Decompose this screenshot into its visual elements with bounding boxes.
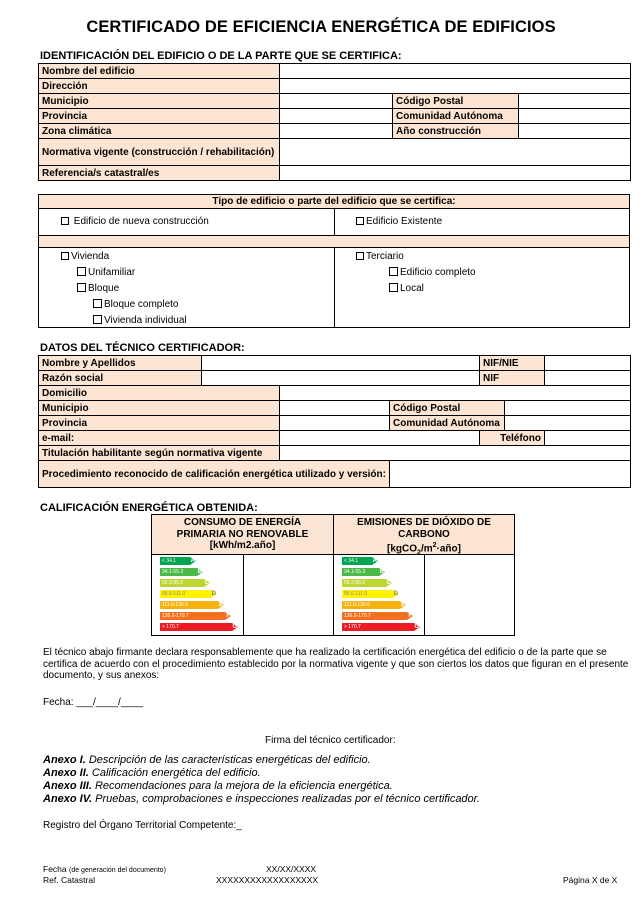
footer-fecha-label: Fecha: [43, 864, 67, 874]
rating-letter: D: [211, 591, 216, 597]
option-label: Bloque completo: [104, 299, 179, 310]
input-comunidad[interactable]: [519, 109, 631, 124]
label-razon-social: Razón social: [39, 371, 202, 386]
consumo-unit: [kWh/m2.año]: [209, 540, 276, 551]
rating-bar-b: [342, 568, 384, 576]
option-edificio-completo[interactable]: [389, 267, 476, 278]
rating-range: 55.3-85.6: [344, 580, 366, 586]
input-normativa[interactable]: [280, 139, 631, 166]
footer-fecha: [43, 864, 166, 874]
checkbox-icon[interactable]: [61, 252, 69, 260]
option-vivienda-individual[interactable]: [93, 315, 187, 326]
rating-bar-e: [342, 601, 405, 609]
label-municipio-tecnico: Municipio: [39, 401, 280, 416]
emisiones-header: [334, 515, 514, 555]
option-label: Bloque: [88, 283, 120, 294]
checkbox-icon[interactable]: [93, 315, 102, 324]
footer-ref-value: XXXXXXXXXXXXXXXXXX: [216, 875, 319, 885]
input-municipio[interactable]: [280, 94, 393, 109]
label-comunidad-tecnico: Comunidad Autónoma: [390, 416, 505, 431]
footer-ref-label: Ref. Catastral: [43, 875, 95, 885]
section-tecnico-heading: DATOS DEL TÉCNICO CERTIFICADOR:: [40, 342, 245, 354]
rating-letter: F: [226, 613, 230, 619]
rating-range: 34.1-55.3: [162, 569, 184, 575]
divider: [334, 247, 335, 328]
rating-letter: C: [204, 580, 209, 586]
input-provincia-tecnico[interactable]: [280, 416, 390, 431]
rating-bar-c: [342, 579, 391, 587]
label-domicilio: Domicilio: [39, 386, 280, 401]
anexos-list: [43, 754, 633, 806]
checkbox-icon[interactable]: [77, 283, 86, 292]
checkbox-icon[interactable]: [389, 283, 398, 292]
rating-letter: B: [197, 569, 202, 575]
input-nombre-apellidos[interactable]: [202, 356, 480, 371]
rating-bar-g: [160, 623, 237, 631]
rating-letter: A: [372, 558, 377, 564]
rating-range: 55.3-85.6: [162, 580, 184, 586]
input-comunidad-tecnico[interactable]: [505, 416, 631, 431]
anexo-item: [43, 793, 633, 806]
option-terciario[interactable]: [356, 251, 404, 262]
rating-letter: C: [386, 580, 391, 586]
unit-sub: 2: [417, 549, 421, 557]
consumo-header: [152, 515, 333, 555]
rating-range: < 34.1: [344, 558, 359, 564]
rating-bar-f: [342, 612, 412, 620]
checkbox-icon[interactable]: [93, 299, 102, 308]
label-telefono: Teléfono: [480, 431, 545, 446]
label-comunidad: Comunidad Autónoma: [393, 109, 519, 124]
unit-sup: 2: [432, 542, 437, 549]
checkbox-icon[interactable]: [61, 217, 69, 225]
divider: [334, 209, 335, 235]
rating-bar-c: [160, 579, 209, 587]
checkbox-icon[interactable]: [356, 217, 364, 225]
rating-bar-a: [342, 557, 377, 565]
option-label: Terciario: [366, 251, 404, 262]
document-title: CERTIFICADO DE EFICIENCIA ENERGÉTICA DE EDIFICIOS: [86, 18, 556, 36]
rating-letter: D: [393, 591, 398, 597]
option-nueva-construccion[interactable]: [61, 216, 209, 227]
input-ano-construccion[interactable]: [519, 124, 631, 139]
rating-range: > 170.7: [344, 624, 361, 630]
rating-bar-d: [160, 590, 216, 598]
rating-range: 111.0-136.6: [162, 602, 188, 608]
tecnico-table: [38, 355, 631, 488]
anexo-text: Pruebas, comprobaciones e inspecciones realizadas por el técnico certificador.: [92, 793, 480, 805]
anexo-item: [43, 767, 633, 780]
checkbox-icon[interactable]: [356, 252, 364, 260]
label-nif-nie: NIF/NIE: [480, 356, 545, 371]
input-nif-nie[interactable]: [545, 356, 631, 371]
input-referencia-catastral[interactable]: [280, 166, 631, 181]
label-email: e-mail:: [39, 431, 280, 446]
label-provincia: Provincia: [39, 109, 280, 124]
label-nif: NIF: [480, 371, 545, 386]
label-direccion: Dirección: [39, 79, 280, 94]
emisiones-title: EMISIONES DE DIÓXIDO DE CARBONO: [357, 517, 491, 540]
option-label: Edificio Existente: [366, 216, 443, 227]
label-procedimiento: Procedimiento reconocido de calificación energética utilizado y versión:: [39, 461, 390, 488]
option-bloque-completo[interactable]: [93, 299, 179, 310]
label-titulacion: Titulación habilitante según normativa vigente: [39, 446, 280, 461]
input-domicilio[interactable]: [280, 386, 631, 401]
option-vivienda[interactable]: [61, 251, 109, 262]
input-razon-social[interactable]: [202, 371, 480, 386]
rating-range: 136.6-170.7: [344, 613, 371, 619]
anexo-label: Anexo II.: [43, 767, 89, 779]
consumo-title: CONSUMO DE ENERGÍA PRIMARIA NO RENOVABLE: [176, 517, 309, 540]
footer-fecha-note: (de generación del documento): [69, 867, 166, 874]
input-provincia[interactable]: [280, 109, 393, 124]
rating-bar-g: [342, 623, 419, 631]
anexo-label: Anexo III.: [43, 780, 92, 792]
rating-range: 85.6-111.0: [344, 591, 368, 597]
consumo-box: [151, 514, 334, 636]
label-nombre-edificio: Nombre del edificio: [39, 64, 280, 79]
rating-letter: G: [414, 624, 419, 630]
input-titulacion[interactable]: [280, 446, 631, 461]
label-municipio: Municipio: [39, 94, 280, 109]
footer-pagina: Página X de X: [563, 875, 618, 885]
option-label: Edificio completo: [400, 267, 476, 278]
option-edificio-existente[interactable]: [356, 216, 442, 227]
input-nombre-edificio[interactable]: [280, 64, 631, 79]
option-label: Vivienda: [71, 251, 110, 262]
declaracion-text: El técnico abajo firmante declara responsablemente que ha realizado la certificación energética del edificio o de la parte que se certifica de acuerdo con el procedimiento establecido por la normativa vigente y que son ciertos los datos que figuran en el presente documento, y sus anexos:: [43, 647, 629, 681]
option-bloque[interactable]: [77, 283, 119, 294]
divider: [243, 555, 244, 635]
firma-label: Firma del técnico certificador:: [265, 735, 396, 746]
input-codigo-postal-tecnico[interactable]: [505, 401, 631, 416]
input-telefono[interactable]: [545, 431, 631, 446]
rating-range: < 34.1: [162, 558, 177, 564]
input-nif[interactable]: [545, 371, 631, 386]
emisiones-box: [333, 514, 515, 636]
unit-part: ·año]: [436, 543, 461, 555]
option-label: Edificio de nueva construcción: [73, 216, 209, 227]
input-direccion[interactable]: [280, 79, 631, 94]
label-zona-climatica: Zona climática: [39, 124, 280, 139]
anexo-item: [43, 780, 633, 793]
input-procedimiento[interactable]: [390, 461, 631, 488]
anexo-label: Anexo I.: [43, 754, 86, 766]
rating-bar-e: [160, 601, 223, 609]
rating-letter: A: [190, 558, 195, 564]
label-referencia-catastral: Referencia/s catastral/es: [39, 166, 280, 181]
rating-letter: B: [379, 569, 384, 575]
input-email[interactable]: [280, 431, 480, 446]
footer-fecha-value: XX/XX/XXXX: [266, 864, 317, 874]
option-local[interactable]: [389, 283, 424, 294]
section-identificacion-heading: IDENTIFICACIÓN DEL EDIFICIO O DE LA PARTE QUE SE CERTIFICA:: [40, 50, 402, 62]
identificacion-table: [38, 63, 631, 181]
label-codigo-postal-tecnico: Código Postal: [390, 401, 505, 416]
anexo-label: Anexo IV.: [43, 793, 93, 805]
tipo-edificio-heading: Tipo de edificio o parte del edificio que se certifica:: [39, 195, 629, 209]
rating-range: 85.6-111.0: [162, 591, 186, 597]
rating-letter: E: [218, 602, 223, 608]
label-ano-construccion: Año construcción: [393, 124, 519, 139]
fecha-field[interactable]: Fecha: ___/____/____: [43, 697, 144, 708]
rating-range: 34.1-55.3: [344, 569, 366, 575]
option-label: Unifamiliar: [88, 267, 136, 278]
option-label: Local: [400, 283, 424, 294]
rating-letter: F: [408, 613, 412, 619]
unit-part: [kgCO: [387, 543, 418, 555]
label-nombre-apellidos: Nombre y Apellidos: [39, 356, 202, 371]
anexo-item: [43, 754, 633, 767]
option-unifamiliar[interactable]: [77, 267, 135, 278]
anexo-text: Calificación energética del edificio.: [88, 767, 261, 779]
label-codigo-postal: Código Postal: [393, 94, 519, 109]
input-municipio-tecnico[interactable]: [280, 401, 390, 416]
unit-part: /m: [420, 543, 433, 555]
rating-letter: E: [400, 602, 405, 608]
label-provincia-tecnico: Provincia: [39, 416, 280, 431]
divider: [424, 555, 425, 635]
anexo-text: Descripción de las características energéticas del edificio.: [85, 754, 371, 766]
rating-range: 111.0-136.6: [344, 602, 370, 608]
anexo-text: Recomendaciones para la mejora de la eficiencia energética.: [91, 780, 393, 792]
registro-text: Registro del Órgano Territorial Competente:_: [43, 820, 242, 831]
option-label: Vivienda individual: [104, 315, 187, 326]
checkbox-icon[interactable]: [389, 267, 398, 276]
checkbox-icon[interactable]: [77, 267, 86, 276]
input-codigo-postal[interactable]: [519, 94, 631, 109]
rating-bar-f: [160, 612, 230, 620]
rating-range: 136.6-170.7: [162, 613, 189, 619]
input-zona-climatica[interactable]: [280, 124, 393, 139]
rating-bar-a: [160, 557, 195, 565]
rating-bar-d: [342, 590, 398, 598]
label-normativa: Normativa vigente (construcción / rehabilitación): [39, 139, 280, 166]
rating-range: > 170.7: [162, 624, 179, 630]
section-calificacion-heading: CALIFICACIÓN ENERGÉTICA OBTENIDA:: [40, 502, 258, 514]
rating-letter: G: [232, 624, 237, 630]
rating-bar-b: [160, 568, 202, 576]
